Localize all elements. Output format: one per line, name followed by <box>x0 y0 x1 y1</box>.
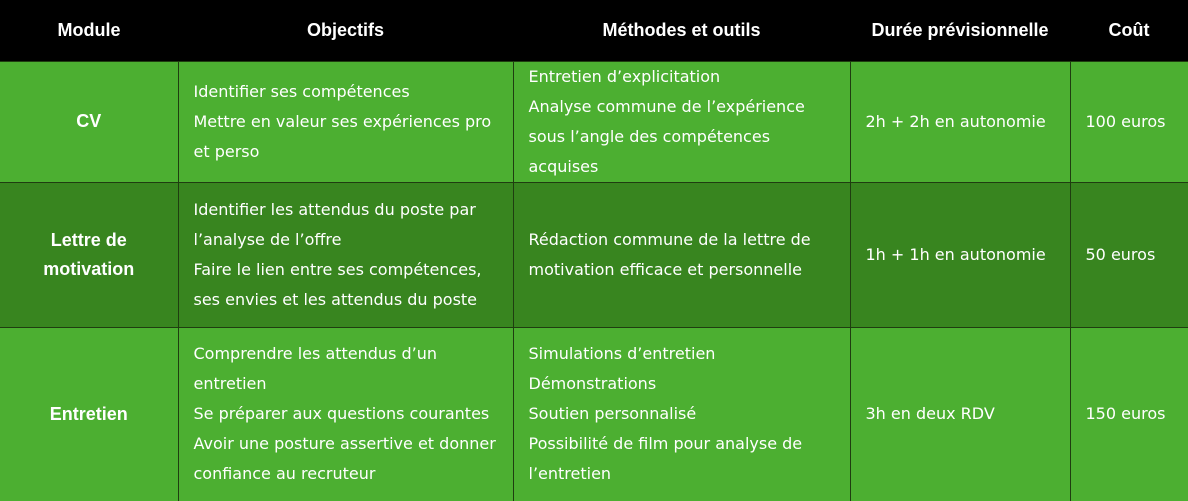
objectifs-cell <box>178 182 513 327</box>
methodes-cell <box>513 327 850 501</box>
header-duree: Durée prévisionnelle <box>850 0 1070 61</box>
objectif-item: Identifier ses compétences <box>193 81 410 101</box>
header-row <box>0 0 1188 61</box>
methodes-cell <box>513 182 850 327</box>
objectif-item: Se préparer aux questions courantes <box>193 404 490 424</box>
objectif-item: Faire le lien entre ses compétences, ses envies et les attendus du poste <box>193 259 482 309</box>
module-name: CV <box>0 61 178 182</box>
methode-item: Rédaction commune de la lettre de motivation efficace et personnelle <box>528 229 811 279</box>
methode-item: Démonstrations <box>528 374 657 394</box>
header-objectifs: Objectifs <box>178 0 513 61</box>
objectif-item: Identifier les attendus du poste par l’analyse de l’offre <box>193 199 476 249</box>
table-row <box>0 327 1188 501</box>
header-methodes: Méthodes et outils <box>513 0 850 61</box>
table-row <box>0 61 1188 182</box>
methode-item: Entretien d’explicitation <box>528 66 721 86</box>
cout-cell: 100 euros <box>1070 61 1188 182</box>
duree-cell: 2h + 2h en autonomie <box>850 61 1070 182</box>
methode-item: Possibilité de film pour analyse de l’entretien <box>528 434 803 484</box>
objectifs-cell <box>178 61 513 182</box>
methode-item: Simulations d’entretien <box>528 344 716 364</box>
duree-cell: 1h + 1h en autonomie <box>850 182 1070 327</box>
methodes-cell <box>513 61 850 182</box>
methode-item: Soutien personnalisé <box>528 404 697 424</box>
objectifs-cell <box>178 327 513 501</box>
cout-cell: 150 euros <box>1070 327 1188 501</box>
header-cout: Coût <box>1070 0 1188 61</box>
header-module: Module <box>0 0 178 61</box>
duree-cell: 3h en deux RDV <box>850 327 1070 501</box>
objectif-item: Comprendre les attendus d’un entretien <box>193 344 438 394</box>
module-name: Lettre de motivation <box>0 182 178 327</box>
module-name: Entretien <box>0 327 178 501</box>
objectif-item: Avoir une posture assertive et donner confiance au recruteur <box>193 434 496 484</box>
objectif-item: Mettre en valeur ses expériences pro et perso <box>193 111 492 161</box>
cout-cell: 50 euros <box>1070 182 1188 327</box>
methode-item: Analyse commune de l’expérience sous l’angle des compétences acquises <box>528 96 805 176</box>
table-row <box>0 182 1188 327</box>
